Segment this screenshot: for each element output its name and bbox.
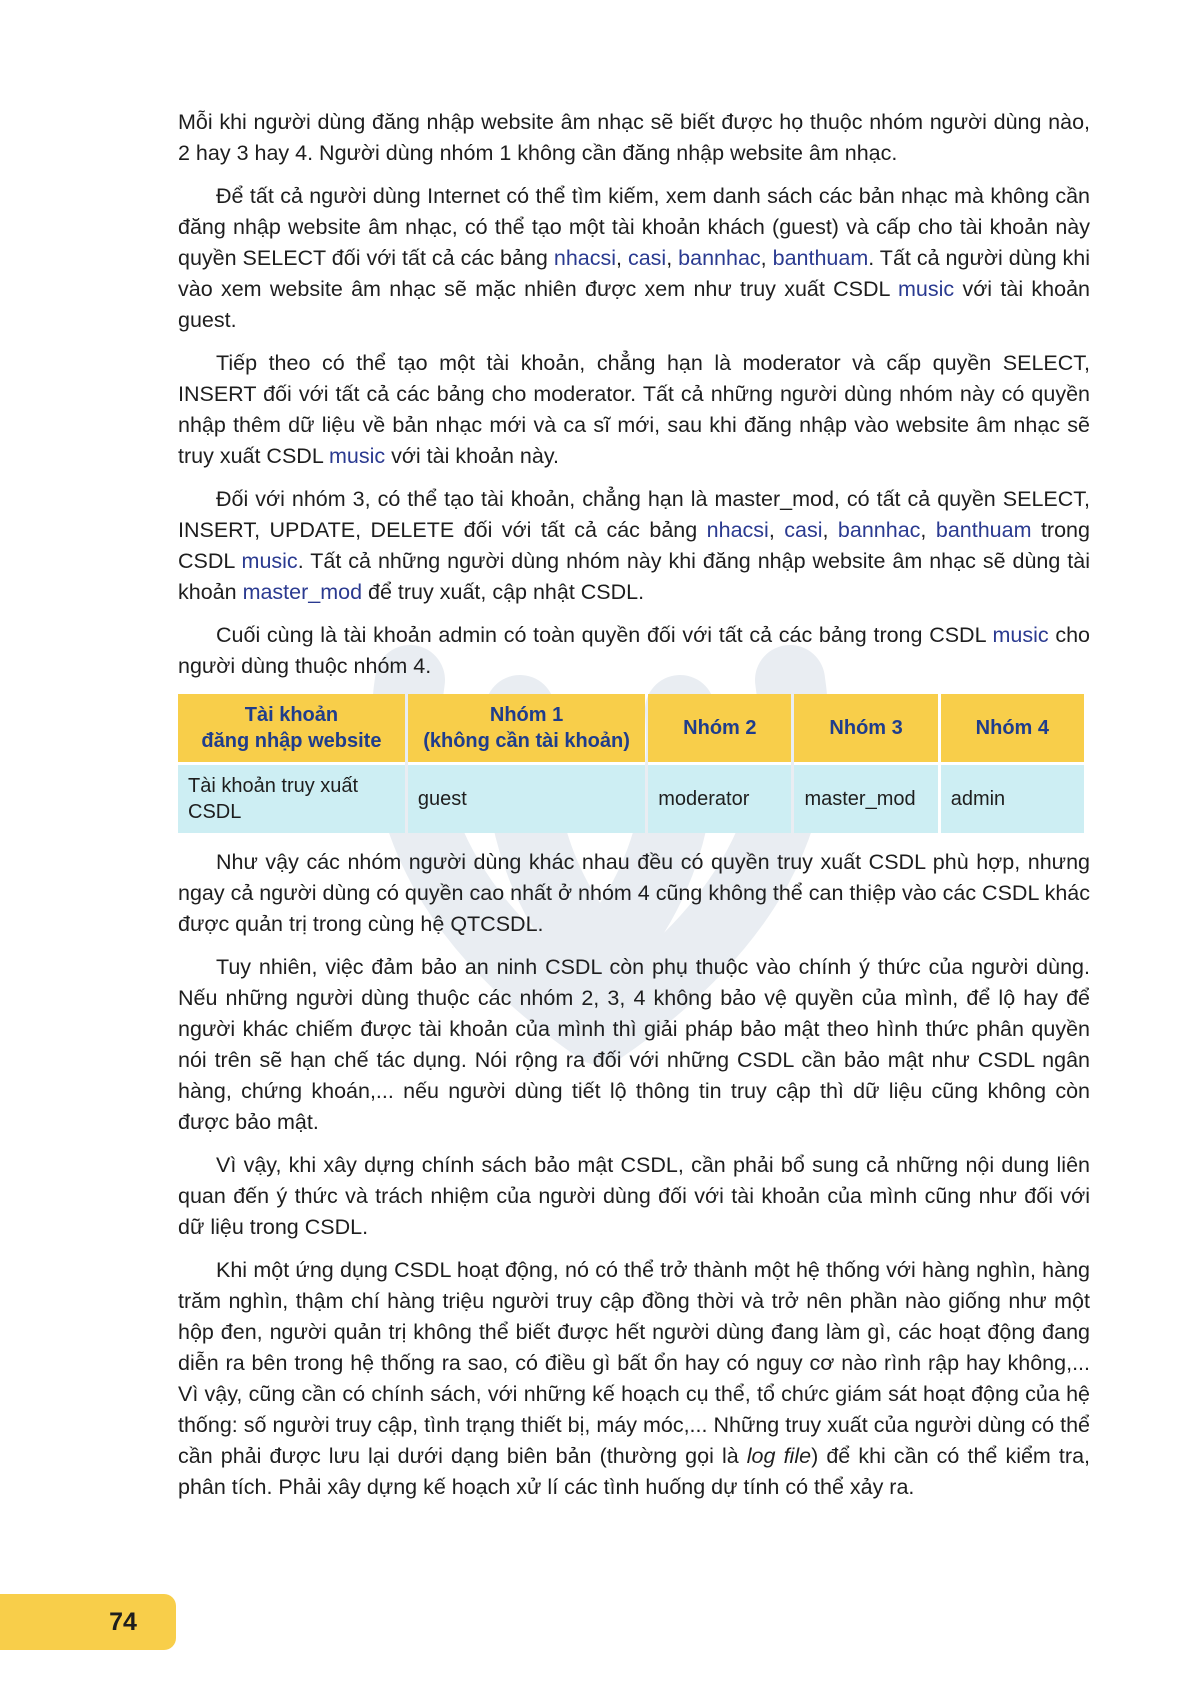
paragraph-5: Cuối cùng là tài khoản admin có toàn quyền đối với tất cả các bảng trong CSDL music cho người dùng thuộc nhóm 4.	[178, 623, 1091, 678]
paragraph-8: Vì vậy, khi xây dựng chính sách bảo mật CSDL, cần phải bổ sung cả những nội dung liên quan đến ý thức và trách nhiệm của người dùng đối với tài khoản của mình cũng như đối với dữ liệu trong CSDL.	[178, 1153, 1090, 1239]
paragraph-6: Như vậy các nhóm người dùng khác nhau đều có quyền truy xuất CSDL phù hợp, nhưng ngay cả người dùng có quyền cao nhất ở nhóm 4 cũng không thể can thiệp vào các CSDL khác được quản trị trong cùng hệ QTCSDL.	[178, 850, 1090, 936]
db-name-music: music	[992, 623, 1049, 647]
table-name-nhacsi: nhacsi	[553, 246, 617, 270]
account-name-master-mod: master_mod	[242, 580, 363, 604]
account-table	[175, 694, 1087, 833]
paragraph-7: Tuy nhiên, việc đảm bảo an ninh CSDL còn phụ thuộc vào chính ý thức của người dùng. Nếu những người dùng thuộc các nhóm 2, 3, 4 không bảo vệ quyền của mình, để lộ hay để người khác chiếm được tài khoản của mình thì giải pháp bảo mật theo hình thức phân quyền nói trên sẽ hạn chế tác dụng. Nói rộng ra đối với những CSDL cần bảo mật như CSDL ngân hàng, chứng khoán,... nếu người dùng tiết lộ thông tin truy cập thì dữ liệu cũng không còn được bảo mật.	[178, 955, 1090, 1134]
paragraph-9: Khi một ứng dụng CSDL hoạt động, nó có thể trở thành một hệ thống với hàng nghìn, hàng trăm nghìn, thậm chí hàng triệu người truy cập đồng thời và trở nên phần nào giống như một hộp đen, người quản trị không thể biết được hết người dùng đang làm gì, các hoạt động đang diễn ra bên trong hệ thống ra sao, có điều gì bất ổn hay có nguy cơ nào rình rập hay không,... Vì vậy, cũng cần có chính sách, với những kế hoạch cụ thể, tổ chức giám sát hoạt động của hệ thống: số người truy cập, tình trạng thiết bị, máy móc,... Những truy xuất của người dùng có thể cần phải được lưu lại dưới dạng biên bản (thường gọi là log file) để khi cần có thể kiểm tra, phân tích. Phải xây dựng kế hoạch xử lí các tình huống dự tính có thể xảy ra.	[178, 1258, 1090, 1499]
header-group-2: Nhóm 2	[648, 694, 791, 762]
header-group-4: Nhóm 4	[941, 694, 1084, 762]
table-name-casi: casi	[627, 246, 667, 270]
table-name-bannhac: bannhac	[678, 246, 761, 270]
cell-guest: guest	[408, 762, 645, 833]
cell-master-mod: master_mod	[794, 762, 937, 833]
table-name-nhacsi: nhacsi	[706, 518, 769, 542]
db-name-music: music	[898, 277, 955, 301]
paragraph-3: Tiếp theo có thể tạo một tài khoản, chẳng hạn là moderator và cấp quyền SELECT, INSERT đối với tất cả các bảng cho moderator. Tất cả những người dùng nhóm này có quyền nhập thêm dữ liệu về bản nhạc mới và ca sĩ mới, sau khi đăng nhập vào website âm nhạc sẽ truy xuất CSDL music với tài khoản này.	[178, 351, 1090, 468]
page-number: 74	[109, 1607, 137, 1636]
table-name-banthuam: banthuam	[772, 246, 869, 270]
row-label: Tài khoản truy xuất CSDL	[178, 762, 405, 833]
header-login-account: Tài khoản đăng nhập website	[178, 694, 405, 762]
paragraph-1: Mỗi khi người dùng đăng nhập website âm nhạc sẽ biết được họ thuộc nhóm người dùng nào, 2 hay 3 hay 4. Người dùng nhóm 1 không cần đăng nhập website âm nhạc.	[178, 110, 1090, 165]
header-group-3: Nhóm 3	[794, 694, 937, 762]
table-header-row	[178, 694, 1084, 762]
page-content	[178, 107, 1090, 1515]
db-name-music: music	[328, 444, 386, 468]
table-name-banthuam: banthuam	[935, 518, 1032, 542]
header-group-1: Nhóm 1 (không cần tài khoản)	[408, 694, 645, 762]
table-name-casi: casi	[784, 518, 823, 542]
table-name-bannhac: bannhac	[837, 518, 921, 542]
table-row	[178, 762, 1084, 833]
db-name-music: music	[241, 549, 298, 573]
page-number-tab	[0, 1594, 176, 1650]
paragraph-4: Đối với nhóm 3, có thể tạo tài khoản, chẳng hạn là master_mod, có tất cả quyền SELECT, INSERT, UPDATE, DELETE đối với tất cả các bảng nhacsi, casi, bannhac, banthuam trong CSDL music. Tất cả những người dùng nhóm này khi đăng nhập website âm nhạc sẽ dùng tài khoản master_mod để truy xuất, cập nhật CSDL.	[178, 487, 1090, 604]
cell-moderator: moderator	[648, 762, 791, 833]
paragraph-2: Để tất cả người dùng Internet có thể tìm kiếm, xem danh sách các bản nhạc mà không cần đăng nhập website âm nhạc, có thể tạo một tài khoản khách (guest) và cấp cho tài khoản này quyền SELECT đối với tất cả các bảng nhacsi, casi, bannhac, banthuam. Tất cả người dùng khi vào xem website âm nhạc sẽ mặc nhiên được xem như truy xuất CSDL music với tài khoản guest.	[178, 184, 1090, 332]
log-file-term: log file	[746, 1444, 812, 1468]
cell-admin: admin	[941, 762, 1084, 833]
